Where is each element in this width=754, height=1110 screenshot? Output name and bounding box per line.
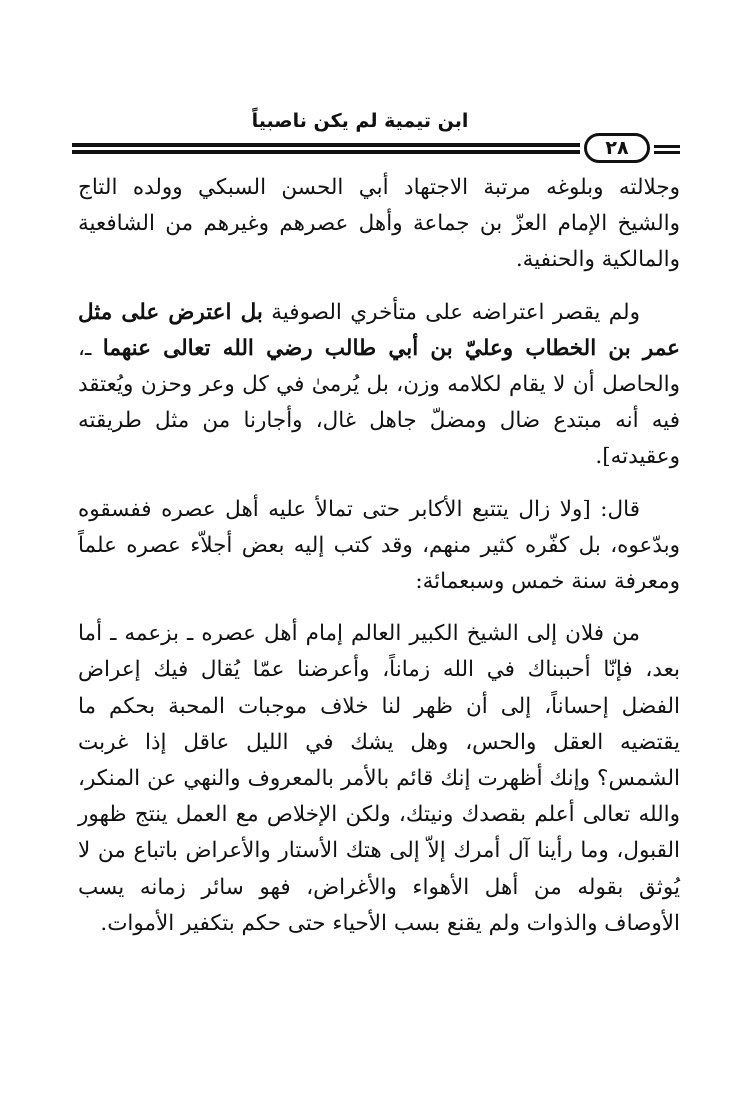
paragraph-4: من فلان إلى الشيخ الكبير العالم إمام أهل عصره ـ بزعمه ـ أما بعد، فإنّا أحببناك في الله زماناً، وأعرضنا عمّا يُقال فيك إعراض الفضل إحساناً، إلى أن ظهر لنا خلاف موجبات المحبة بحكم ما يقتضيه العقل والحس، وهل يشك في الليل عاقل إذا غربت الشمس؟ وإنك أظهرت إنك قائم بالأمر بالمعروف والنهي عن المنكر، والله تعالى أعلم بقصدك ونيتك، ولكن الإخلاص مع العمل ينتج ظهور القبول، وما رأينا آل أمرك إلاّ إلى هتك الأستار والأعراض باتباع من لا يُوثق بقوله من أهل الأهواء والأغراض، فهو سائر زمانه يسب الأوصاف والذوات ولم يقنع بسب الأحياء حتى حكم بتكفير الأموات. xyxy=(78,621,680,936)
tail-line-bottom xyxy=(654,151,680,154)
running-title: ابن تيمية لم يكن ناصبياً xyxy=(251,110,469,132)
header-rule-top-line xyxy=(72,143,580,147)
header-rule-bottom-line xyxy=(72,150,580,154)
tail-line-top xyxy=(654,145,680,148)
page-number-ornament xyxy=(584,133,680,167)
paragraph-2-tail: ـ، والحاصل أن لا يقام لكلامه وزن، بل يُرمىٰ في كل وعر وحزن ويُعتقد فيه أنه مبتدع ضال ومضلّ جاهل غال، وأجارنا من مثل طريقته وعقيدته]. xyxy=(78,335,680,470)
paragraph-2-lead: ولم يقصر اعتراضه على متأخري الصوفية xyxy=(262,299,640,325)
header-double-rule xyxy=(72,141,580,157)
page-number: ٢٨ xyxy=(584,133,650,163)
paragraph-2-bold: بل اعترض على مثل عمر بن الخطاب وعليّ بن أبي طالب رضي الله تعالى عنهما xyxy=(78,299,680,361)
paragraph-2 xyxy=(78,295,680,476)
page-number-tail-rule xyxy=(654,143,680,157)
body-text xyxy=(78,170,680,958)
paragraph-3: قال: [ولا زال يتتبع الأكابر حتى تمالأ عليه أهل عصره ففسقوه وبدّعوه، بل كفّره كثير منهم، وقد كتب إليه بعض أجلاّء عصره علماً ومعرفة سنة خمس وسبعمائة: xyxy=(78,496,681,595)
paragraph-1: وجلالته وبلوغه مرتبة الاجتهاد أبي الحسن السبكي وولده التاج والشيخ الإمام العزّ بن جماعة وأهل عصرهم وغيرهم من الشافعية والمالكية والحنفية. xyxy=(78,175,680,273)
